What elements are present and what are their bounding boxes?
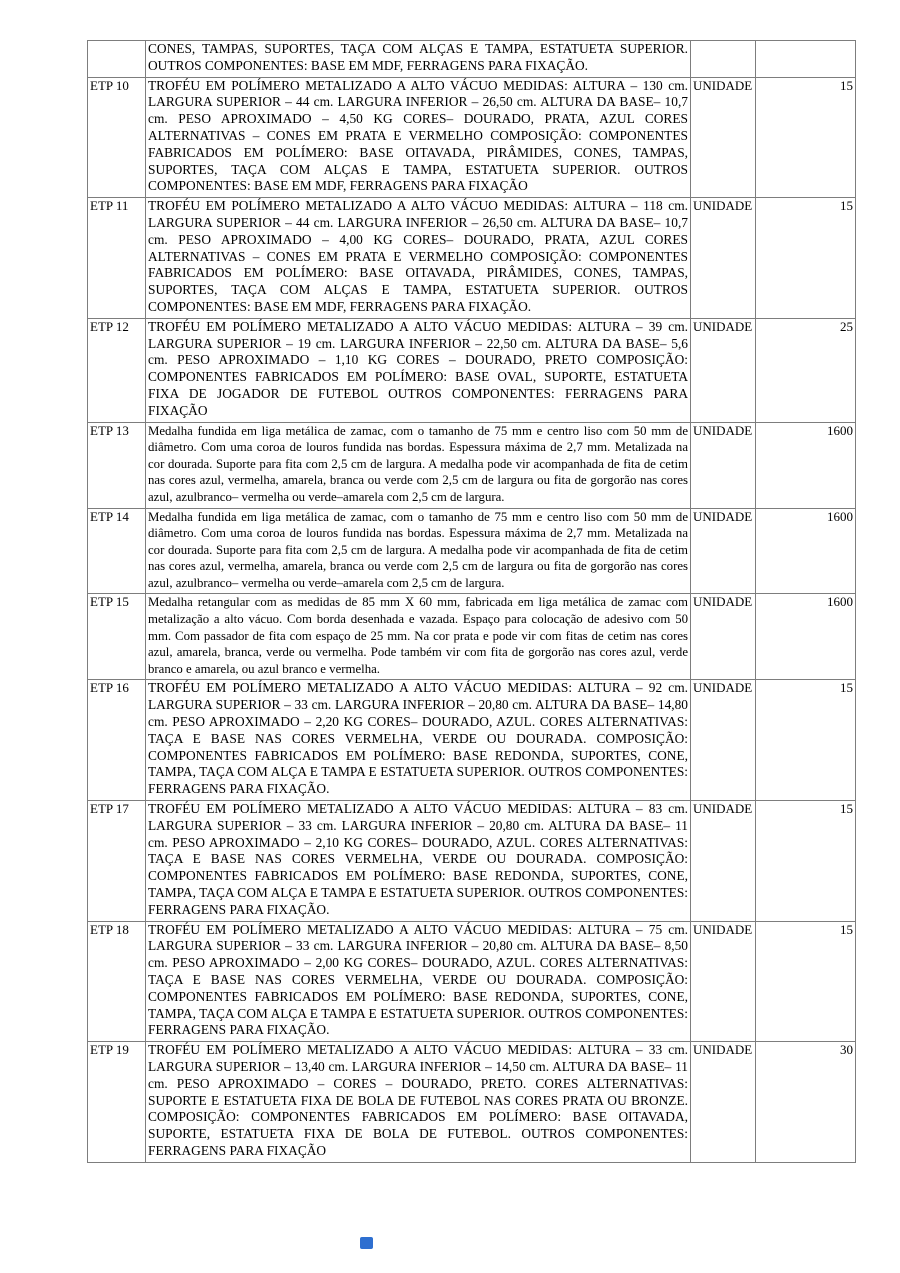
item-unit-cell: UNIDADE (691, 594, 756, 680)
item-unit-cell: UNIDADE (691, 680, 756, 801)
item-quantity-cell: 1600 (756, 508, 856, 594)
item-code-cell: ETP 10 (88, 77, 146, 198)
item-description-cell: TROFÉU EM POLÍMERO METALIZADO A ALTO VÁCUO MEDIDAS: ALTURA – 39 cm. LARGURA SUPERIOR – 19 cm. LARGURA INFERIOR – 22,50 cm. ALTURA DA BASE– 5,6 cm. PESO APROXIMADO – 1,10 KG CORES – DOURADO, PRETO COMPOSIÇÃO: COMPONENTES FABRICADOS EM POLÍMERO: BASE OVAL, SUPORTE, ESTATUETA FIXA DE JOGADOR DE FUTEBOL OUTROS COMPONENTES: FERRAGENS PARA FIXAÇÃO (146, 318, 691, 422)
table-row (88, 198, 856, 319)
item-quantity-cell: 30 (756, 1042, 856, 1163)
item-code-cell: ETP 18 (88, 921, 146, 1042)
table-row (88, 801, 856, 922)
item-description-cell: Medalha retangular com as medidas de 85 mm X 60 mm, fabricada em liga metálica de zamac com metalização a alto vácuo. Com borda desenhada e vazada. Espaço para colocação de adesivo com 50 mm. Com passador de fita com espaço de 25 mm. Na cor prata e pode vir com fitas de cetim nas cores azul, amarela, branca, verde ou vermelha. Pode também vir com fita de gorgorão nas cores azul, verde branco e amarela, ou azul branco e vermelha. (146, 594, 691, 680)
item-description-cell: CONES, TAMPAS, SUPORTES, TAÇA COM ALÇAS E TAMPA, ESTATUETA SUPERIOR. OUTROS COMPONENTES: BASE EM MDF, FERRAGENS PARA FIXAÇÃO. (146, 41, 691, 78)
item-unit-cell: UNIDADE (691, 318, 756, 422)
item-quantity-cell: 15 (756, 921, 856, 1042)
item-unit-cell: UNIDADE (691, 1042, 756, 1163)
item-unit-cell: UNIDADE (691, 422, 756, 508)
item-code-cell (88, 41, 146, 78)
item-description-cell: TROFÉU EM POLÍMERO METALIZADO A ALTO VÁCUO MEDIDAS: ALTURA – 83 cm. LARGURA SUPERIOR – 33 cm. LARGURA INFERIOR – 20,80 cm. ALTURA DA BASE– 11 cm. PESO APROXIMADO – 2,10 KG CORES– DOURADO, AZUL. CORES ALTERNATIVAS: TAÇA E BASE NAS CORES VERMELHA, VERDE OU DOURADA. COMPOSIÇÃO: COMPONENTES FABRICADOS EM POLÍMERO: BASE REDONDA, SUPORTES, CONE, TAMPA, TAÇA COM ALÇA E TAMPA E ESTATUETA SUPERIOR. OUTROS COMPONENTES: FERRAGENS PARA FIXAÇÃO. (146, 801, 691, 922)
items-table-body (88, 41, 856, 1163)
item-quantity-cell: 1600 (756, 422, 856, 508)
item-unit-cell: UNIDADE (691, 77, 756, 198)
item-description-cell: Medalha fundida em liga metálica de zamac, com o tamanho de 75 mm e centro liso com 50 mm de diâmetro. Com uma coroa de louros fundida nas bordas. Espessura máxima de 2,7 mm. Metalizada na cor dourada. Suporte para fita com 2,5 cm de largura. A medalha pode vir acompanhada de fita de cetim nas cores azul, vermelha, amarela, branca ou verde com 2,5 cm de largura ou fita de gorgorão nas cores azul, azulbranco– vermelha ou verde–amarela com 2,5 cm de largura. (146, 422, 691, 508)
item-code-cell: ETP 17 (88, 801, 146, 922)
table-row (88, 1042, 856, 1163)
item-code-cell: ETP 13 (88, 422, 146, 508)
item-description-cell: TROFÉU EM POLÍMERO METALIZADO A ALTO VÁCUO MEDIDAS: ALTURA – 118 cm. LARGURA SUPERIOR – 44 cm. LARGURA INFERIOR – 26,50 cm. ALTURA DA BASE– 10,7 cm. PESO APROXIMADO – 4,00 KG CORES– DOURADO, PRATA, AZUL CORES ALTERNATIVAS – CONES EM PRATA E VERMELHO COMPOSIÇÃO: COMPONENTES FABRICADOS EM POLÍMERO: BASE OITAVADA, PIRÂMIDES, CONES, TAMPAS, SUPORTES, TAÇA COM ALÇAS E TAMPA, ESTATUETA SUPERIOR. OUTROS COMPONENTES: BASE EM MDF, FERRAGENS PARA FIXAÇÃO. (146, 198, 691, 319)
item-code-cell: ETP 14 (88, 508, 146, 594)
item-description-cell: TROFÉU EM POLÍMERO METALIZADO A ALTO VÁCUO MEDIDAS: ALTURA – 92 cm. LARGURA SUPERIOR – 33 cm. LARGURA INFERIOR – 20,80 cm. ALTURA DA BASE– 14,80 cm. PESO APROXIMADO – 2,20 KG CORES– DOURADO, AZUL. CORES ALTERNATIVAS: TAÇA E BASE NAS CORES VERMELHA, VERDE OU DOURADA. COMPOSIÇÃO: COMPONENTES FABRICADOS EM POLÍMERO: BASE REDONDA, SUPORTES, CONE, TAMPA, TAÇA COM ALÇA E TAMPA E ESTATUETA SUPERIOR. OUTROS COMPONENTES: FERRAGENS PARA FIXAÇÃO. (146, 680, 691, 801)
item-description-cell: TROFÉU EM POLÍMERO METALIZADO A ALTO VÁCUO MEDIDAS: ALTURA – 33 cm. LARGURA SUPERIOR – 13,40 cm. LARGURA INFERIOR – 14,50 cm. ALTURA DA BASE– 11 cm. PESO APROXIMADO – CORES – DOURADO, PRETO. CORES ALTERNATIVAS: SUPORTE E ESTATUETA FIXA DE BOLA DE FUTEBOL NAS CORES PRATA OU BRONZE. COMPOSIÇÃO: COMPONENTES FABRICADOS EM POLÍMERO: BASE OITAVADA, SUPORTE, ESTATUETA FIXA DE BOLA DE FUTEBOL. OUTROS COMPONENTES: FERRAGENS PARA FIXAÇÃO (146, 1042, 691, 1163)
item-unit-cell: UNIDADE (691, 921, 756, 1042)
item-quantity-cell: 1600 (756, 594, 856, 680)
item-code-cell: ETP 12 (88, 318, 146, 422)
table-row (88, 680, 856, 801)
item-quantity-cell: 15 (756, 198, 856, 319)
item-description-cell: TROFÉU EM POLÍMERO METALIZADO A ALTO VÁCUO MEDIDAS: ALTURA – 130 cm. LARGURA SUPERIOR – 44 cm. LARGURA INFERIOR – 26,50 cm. ALTURA DA BASE– 10,7 cm. PESO APROXIMADO – 4,50 KG CORES– DOURADO, PRATA, AZUL CORES ALTERNATIVAS – CONES EM PRATA E VERMELHO COMPOSIÇÃO: COMPONENTES FABRICADOS EM POLÍMERO: BASE OITAVADA, PIRÂMIDES, CONES, TAMPAS, SUPORTES, TAÇA COM ALÇAS E TAMPA, ESTATUETA SUPERIOR. OUTROS COMPONENTES: BASE EM MDF, FERRAGENS PARA FIXAÇÃO (146, 77, 691, 198)
item-code-cell: ETP 15 (88, 594, 146, 680)
item-quantity-cell: 15 (756, 77, 856, 198)
item-quantity-cell: 25 (756, 318, 856, 422)
footer-marker (360, 1237, 373, 1249)
item-unit-cell: UNIDADE (691, 801, 756, 922)
item-description-cell: TROFÉU EM POLÍMERO METALIZADO A ALTO VÁCUO MEDIDAS: ALTURA – 75 cm. LARGURA SUPERIOR – 33 cm. LARGURA INFERIOR – 20,80 cm. ALTURA DA BASE– 8,50 cm. PESO APROXIMADO – 2,00 KG CORES– DOURADO, AZUL. CORES ALTERNATIVAS: TAÇA E BASE NAS CORES VERMELHA, VERDE OU DOURADA. COMPOSIÇÃO: COMPONENTES FABRICADOS EM POLÍMERO: BASE REDONDA, SUPORTES, CONE, TAMPA, TAÇA COM ALÇA E TAMPA E ESTATUETA SUPERIOR. OUTROS COMPONENTES: FERRAGENS PARA FIXAÇÃO. (146, 921, 691, 1042)
item-unit-cell (691, 41, 756, 78)
table-row (88, 594, 856, 680)
table-row (88, 318, 856, 422)
table-row (88, 41, 856, 78)
item-code-cell: ETP 16 (88, 680, 146, 801)
item-quantity-cell (756, 41, 856, 78)
items-table (87, 40, 856, 1163)
table-row (88, 921, 856, 1042)
table-row (88, 508, 856, 594)
item-unit-cell: UNIDADE (691, 508, 756, 594)
item-unit-cell: UNIDADE (691, 198, 756, 319)
item-description-cell: Medalha fundida em liga metálica de zamac, com o tamanho de 75 mm e centro liso com 50 mm de diâmetro. Com uma coroa de louros fundida nas bordas. Espessura máxima de 2,7 mm. Metalizada na cor dourada. Suporte para fita com 2,5 cm de largura. A medalha pode vir acompanhada de fita de cetim nas cores azul, vermelha, amarela, branca ou verde com 2,5 cm de largura ou fita de gorgorão nas cores azul, azulbranco– vermelha ou verde–amarela com 2,5 cm de largura. (146, 508, 691, 594)
item-quantity-cell: 15 (756, 680, 856, 801)
table-row (88, 422, 856, 508)
table-row (88, 77, 856, 198)
item-quantity-cell: 15 (756, 801, 856, 922)
item-code-cell: ETP 19 (88, 1042, 146, 1163)
item-code-cell: ETP 11 (88, 198, 146, 319)
